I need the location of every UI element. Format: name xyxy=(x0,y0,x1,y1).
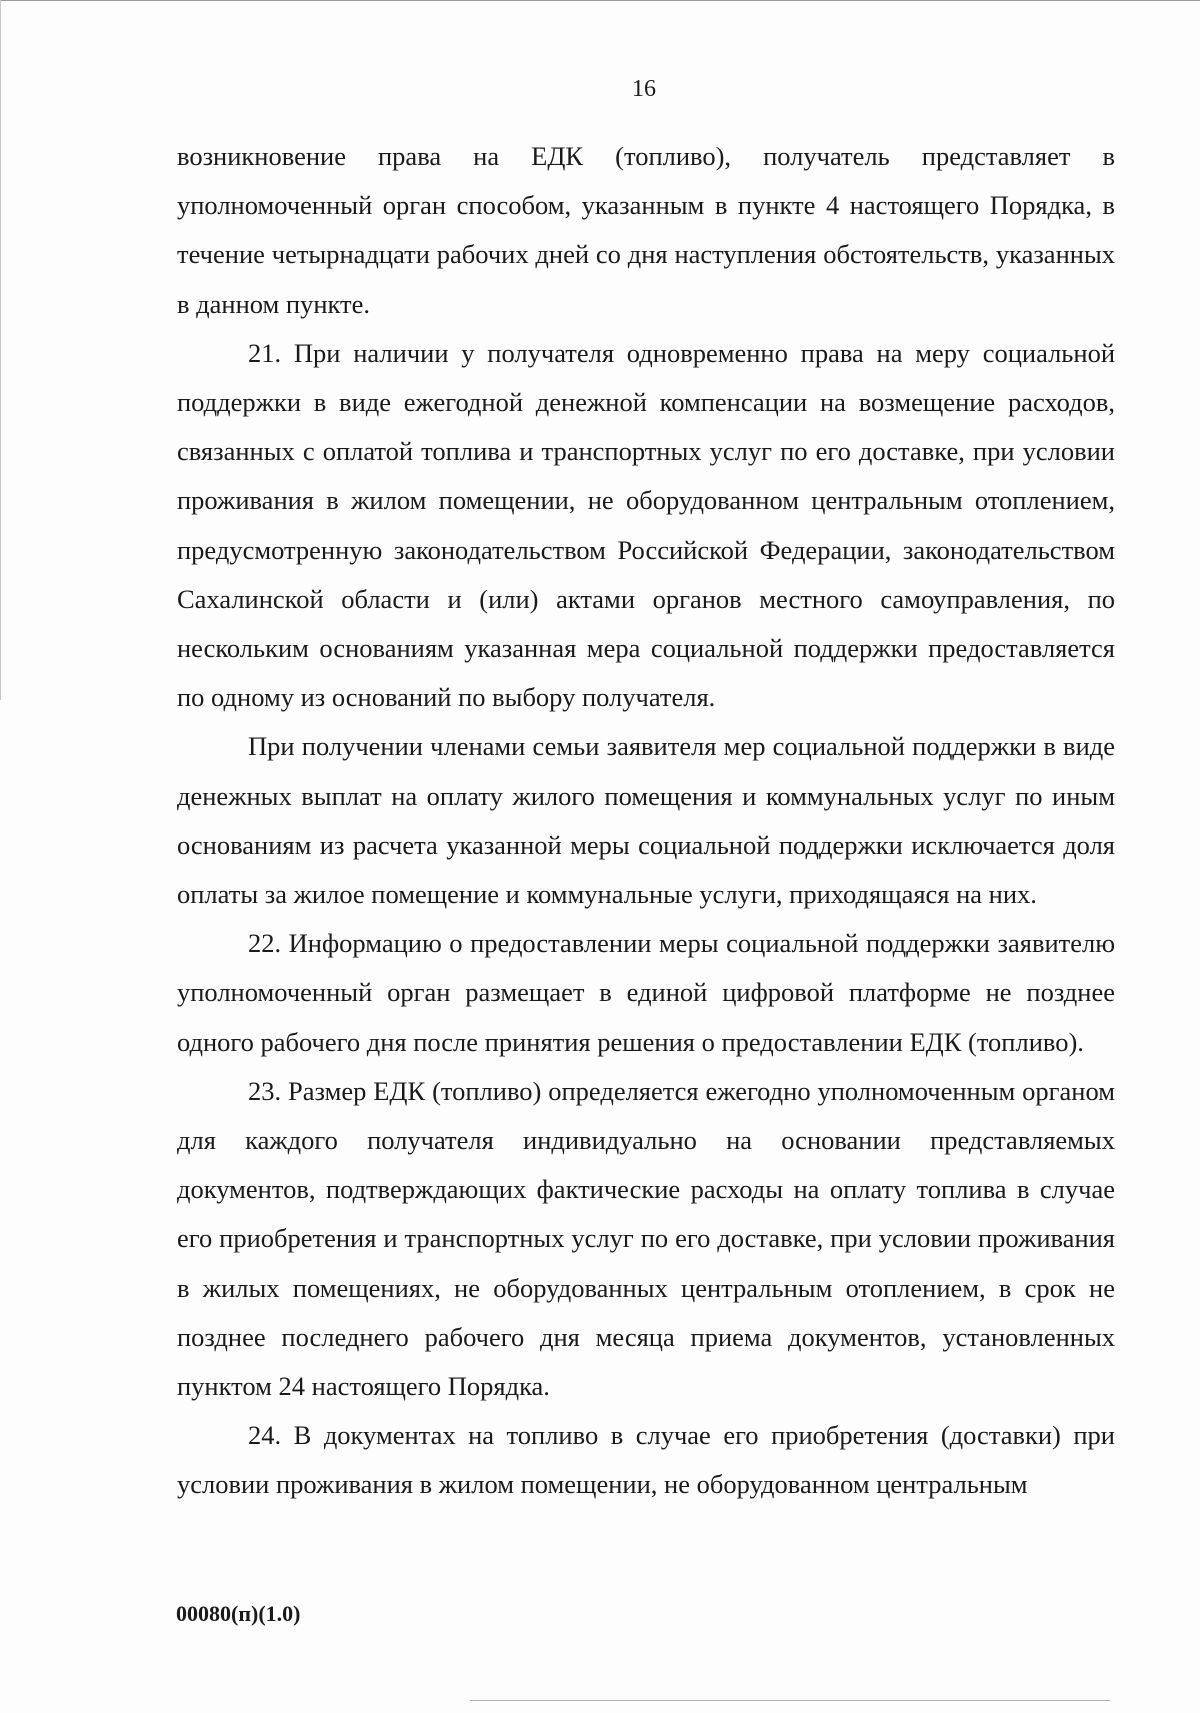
left-scan-edge xyxy=(0,0,1,700)
paragraph-clause-21-part-2: При получении членами семьи заявителя мер социальной поддержки в виде денежных выплат на оплату жилого помещения и коммунальных услуг по иным основаниям из расчета указанной меры социальной поддержки исключается доля оплаты за жилое помещение и коммунальные услуги, приходящаяся на них. xyxy=(177,731,1115,910)
bottom-scan-edge xyxy=(470,1700,1110,1701)
paragraph-continuation: возникновение права на ЕДК (топливо), получатель представляет в уполномоченный орган способом, указанным в пункте 4 настоящего Порядка, в течение четырнадцати рабочих дней со дня наступления обстоятельств, указанных в данном пункте. xyxy=(177,141,1115,319)
paragraph-clause-21: 21. При наличии у получателя одновременно права на меру социальной поддержки в виде ежегодной денежной компенсации на возмещение расходов, связанных с оплатой топлива и транспортных услуг по его доставке, при условии проживания в жилом помещении, не оборудованном центральным отоплением, предусмотренную законодательством Российской Федерации, законодательством Сахалинской области и (или) актами органов местного самоуправления, по нескольким основаниям указанная мера социальной поддержки предоставляется по одному из оснований по выбору получателя. xyxy=(177,337,1115,713)
paragraph-clause-22: 22. Информацию о предоставлении меры социальной поддержки заявителю уполномоченный орган размещает в единой цифровой платформе не позднее одного рабочего дня после принятия решения о предоставлении ЕДК (топливо). xyxy=(177,928,1115,1057)
page-number: 16 xyxy=(632,76,656,102)
paragraph-clause-23: 23. Размер ЕДК (топливо) определяется ежегодно уполномоченным органом для каждого получателя индивидуально на основании представляемых документов, подтверждающих фактические расходы на оплату топлива в случае его приобретения и транспортных услуг по его доставке, при условии проживания в жилых помещениях, не оборудованных центральным отоплением, в срок не позднее последнего рабочего дня месяца приема документов, установленных пунктом 24 настоящего Порядка. xyxy=(177,1075,1115,1402)
form-code-footer: 00080(п)(1.0) xyxy=(176,1601,301,1626)
paragraph-clause-24: 24. В документах на топливо в случае его приобретения (доставки) при условии проживания в жилом помещении, не оборудованном центральным xyxy=(177,1420,1115,1500)
document-body xyxy=(177,132,1115,1510)
top-scan-edge xyxy=(0,0,1200,1)
